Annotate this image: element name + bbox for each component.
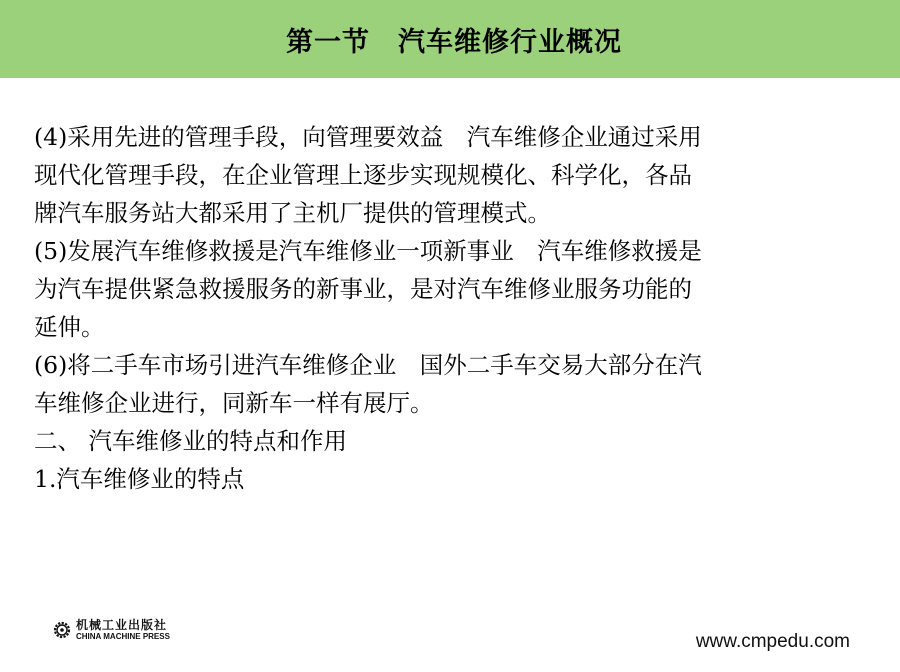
text-line: (6)将二手车市场引进汽车维修企业 国外二手车交易大部分在汽 <box>34 351 702 379</box>
text-line: 为汽车提供紧急救援服务的新事业，是对汽车维修业服务功能的 <box>34 275 692 303</box>
publisher-name <box>76 619 170 641</box>
body-text <box>34 118 844 498</box>
text-line: (5)发展汽车维修救援是汽车维修业一项新事业 汽车维修救援是 <box>34 237 702 265</box>
slide-title: 第一节 汽车维修行业概况 <box>286 26 622 58</box>
section-heading: 二、 汽车维修业的特点和作用 <box>34 427 347 455</box>
publisher-name-cn: 机械工业出版社 <box>76 618 168 632</box>
website-url: www.cmpedu.com <box>695 631 850 652</box>
text-line: 牌汽车服务站大都采用了主机厂提供的管理模式。 <box>34 199 551 227</box>
publisher-logo <box>52 619 170 641</box>
text-line: 现代化管理手段，在企业管理上逐步实现规模化、科学化，各品 <box>34 161 692 189</box>
text-line: (4)采用先进的管理手段，向管理要效益 汽车维修企业通过采用 <box>34 123 702 151</box>
title-bar <box>0 0 900 78</box>
publisher-name-en: CHINA MACHINE PRESS <box>76 632 170 641</box>
subsection-heading: 1.汽车维修业的特点 <box>34 465 245 493</box>
text-line: 延伸。 <box>34 313 105 341</box>
gear-icon <box>52 620 72 640</box>
text-line: 车维修企业进行，同新车一样有展厅。 <box>34 389 434 417</box>
